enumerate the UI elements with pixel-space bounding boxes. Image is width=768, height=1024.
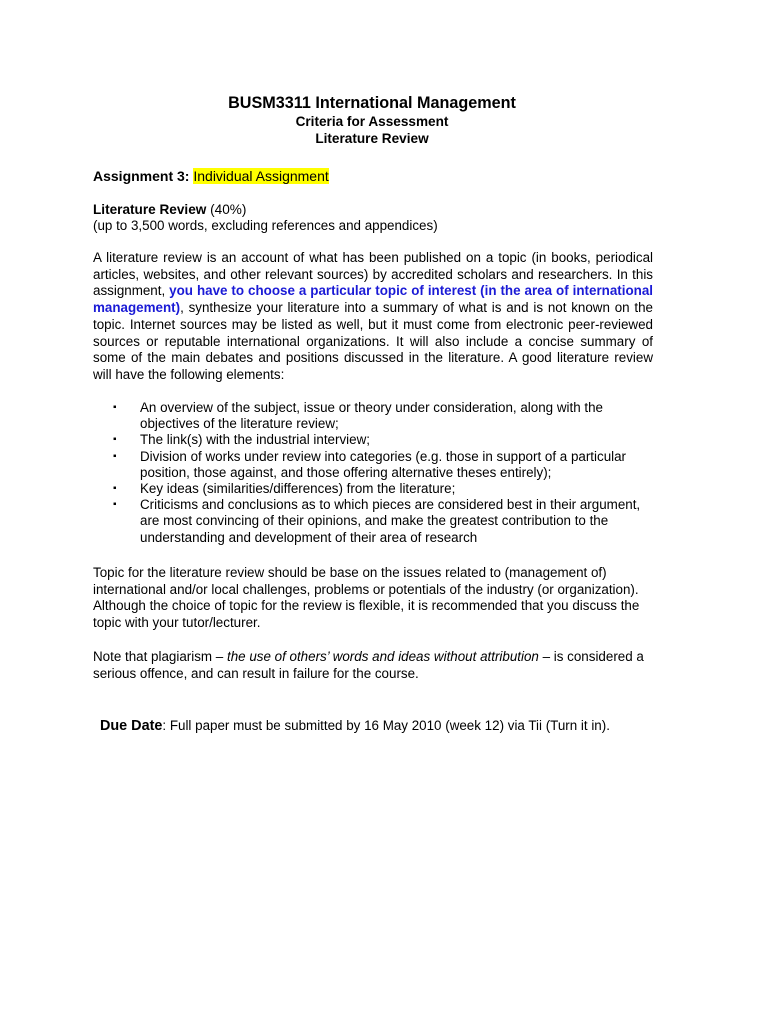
topic-paragraph: Topic for the literature review should be base on the issues related to (management of) international and/or local challenges, problems or potentials of the industry (or organization). Although the choice of topic for the review is flexible, it is recommended that you discuss the topic with your tutor/lecturer. (93, 565, 640, 631)
bullet-icon: ▪ (113, 402, 117, 413)
literature-review-weight: (40%) (210, 202, 247, 217)
bullet-icon: ▪ (113, 499, 117, 511)
plagiarism-definition: the use of others’ words and ideas without attribution (226, 649, 539, 664)
plagiarism-paragraph (93, 649, 653, 682)
assignment-value-highlight: Individual Assignment (193, 168, 329, 184)
intro-text-part2: , synthesize your literature into a summary of what is and is not known on the topic. Internet sources may be listed as well, but it must come from electronic peer-reviewed sources or reputable international organizations. It will also include a concise summary of some of the main debates and positions discussed in the literature. A good literature review will have the following elements: (93, 300, 653, 382)
list-item-text: Criticisms and conclusions as to which pieces are considered best in their argument, are most convincing of their opinions, and make the greatest contribution to the understanding and development of their area of research (140, 497, 641, 545)
assignment-label: Assignment 3: (93, 168, 190, 184)
due-date-line (100, 717, 660, 735)
elements-list (113, 400, 653, 546)
document-title: BUSM3311 International Management (228, 94, 516, 112)
title-block (0, 93, 744, 147)
literature-review-heading (93, 201, 653, 218)
literature-review-label: Literature Review (93, 202, 207, 217)
plagiarism-text-part2: – is considered a serious offence, and can result in failure for the course. (93, 649, 644, 681)
due-date-label: Due Date (100, 718, 163, 734)
list-item-text: Division of works under review into categories (e.g. those in support of a particular position, those against, and those offering alternative theses entirely); (140, 448, 627, 480)
document-subtitle-criteria: Criteria for Assessment (295, 114, 449, 129)
bullet-icon: ▪ (113, 434, 117, 446)
list-item (113, 400, 653, 432)
word-limit-note: (up to 3,500 words, excluding references and appendices) (93, 218, 438, 233)
intro-paragraph (93, 250, 653, 384)
list-item-text: An overview of the subject, issue or theory under consideration, along with the objectives of the literature review; (140, 400, 603, 432)
list-item-text: The link(s) with the industrial interview; (140, 432, 370, 448)
list-item (113, 497, 653, 546)
list-item (113, 449, 653, 481)
plagiarism-text-part1: Note that plagiarism – (93, 649, 227, 664)
bullet-icon: ▪ (113, 483, 117, 495)
document-subtitle-review: Literature Review (315, 131, 429, 146)
list-item-text: Key ideas (similarities/differences) from the literature; (140, 481, 456, 497)
assignment-line (93, 167, 653, 185)
intro-emphasis: you have to choose a particular topic of interest (in the area of international management) (93, 283, 653, 316)
due-date-text: : Full paper must be submitted by 16 May 2010 (week 12) via Tii (Turn it in). (162, 718, 610, 733)
list-item (113, 481, 653, 497)
intro-text-part1: A literature review is an account of what has been published on a topic (in books, periodical articles, websites, and other relevant sources) by accredited scholars and researchers. In this assignment, (93, 250, 653, 299)
list-item (113, 432, 653, 448)
bullet-icon: ▪ (113, 450, 117, 462)
